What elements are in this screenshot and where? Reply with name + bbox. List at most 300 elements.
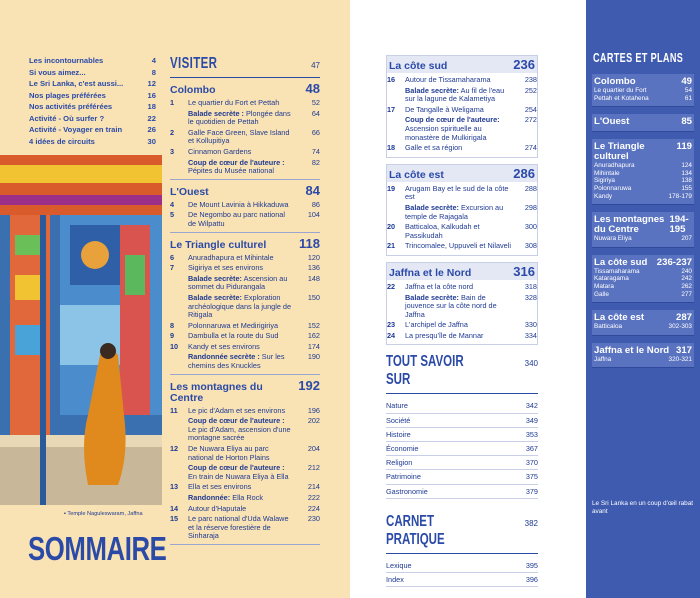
intro-item-label: Le Sri Lanka, c'est aussi... (29, 79, 124, 88)
region-header (170, 83, 320, 96)
region-section (170, 182, 320, 233)
intro-item (29, 67, 156, 79)
chapter-page: 288 (524, 183, 537, 193)
subentry (170, 275, 320, 292)
subentry-label: Balade secrète: (405, 292, 459, 302)
chapter-number: 9 (170, 331, 175, 341)
region-title: Les montagnes du Centre (170, 380, 263, 404)
chapter-number: 12 (170, 444, 179, 454)
subentry-page: 82 (311, 157, 320, 167)
chapter-page: 308 (524, 241, 537, 251)
visiter-title: VISITER (170, 55, 218, 72)
list-item-label: Histoire (386, 429, 411, 439)
subentry (170, 294, 320, 320)
subentry-page: 202 (307, 416, 320, 426)
subentry-label: Randonnée: (188, 493, 231, 502)
list-item-page: 396 (525, 575, 538, 585)
chapter-number: 23 (387, 320, 396, 330)
chapter-title: Batticaloa, Kalkudah et Passikudah (405, 222, 480, 240)
chapter-number: 16 (387, 75, 396, 84)
region-section (170, 235, 320, 375)
list-item-page: 367 (525, 444, 538, 454)
map-row (594, 275, 692, 283)
chapter-page: 334 (524, 330, 537, 340)
chapter-title: Dambulla et la route du Sud (188, 331, 279, 341)
chapter-page: 230 (307, 514, 320, 524)
chapter-number: 17 (387, 104, 396, 114)
chapter-title: De Nuwara Eliya au parc national de Horton Plains (188, 444, 270, 462)
chapter-entry (387, 283, 537, 292)
subentry (170, 110, 320, 127)
tout-title: TOUT SAVOIR SUR (386, 353, 464, 389)
intro-item-label: Nos activités préférées (29, 102, 113, 111)
subentry-title: Ascension au sommet du Pidurangala (188, 273, 288, 292)
chapter-number: 19 (387, 183, 396, 193)
list-item-page: 349 (525, 415, 538, 425)
chapter-page: 318 (524, 281, 537, 291)
chapter-title: Arugam Bay et le sud de la côte est (405, 183, 509, 202)
subentry (170, 159, 320, 176)
map-group-title: La côte est (594, 312, 645, 324)
chapter-number: 18 (387, 143, 396, 153)
chapter-title: De Mount Lavinia à Hikkaduwa (188, 199, 289, 209)
map-row (594, 323, 692, 331)
chapter-entry (387, 106, 537, 115)
left-sections (170, 83, 320, 545)
map-group-title: Les montagnes du Centre (594, 214, 665, 236)
subentry-text (188, 494, 298, 503)
map-group-header (594, 215, 692, 235)
chapter-entry (170, 201, 320, 210)
region-section (386, 55, 538, 158)
intro-item-label: Activité - Où surfer ? (29, 113, 105, 123)
section-divider (170, 374, 320, 375)
chapter-page: 330 (524, 320, 537, 330)
region-header (170, 182, 320, 198)
map-group (592, 343, 694, 369)
list-item-label: Gastronomie (386, 486, 428, 496)
chapter-page: 152 (307, 320, 320, 330)
map-group (592, 139, 694, 205)
chapter-entry (170, 483, 320, 492)
subentry-title: Ascension spirituelle au monastère de Mulkirigala (405, 123, 487, 142)
subentry-title: Plongée dans le quotidien de Pettah (188, 108, 291, 127)
map-group-title: Le Triangle culturel (594, 141, 645, 163)
subentry-title: Le pic d'Adam, ascension d'une montagne sacrée (188, 424, 291, 443)
chapter-entry (387, 223, 537, 240)
chapter-entry (387, 185, 537, 202)
intro-item (29, 55, 156, 67)
region-header (170, 235, 320, 251)
intro-item-page: 26 (147, 125, 156, 134)
map-row-page: 242 (681, 275, 692, 283)
chapter-number: 3 (170, 146, 175, 156)
region-page: 316 (513, 263, 535, 279)
list-item-label: Économie (386, 444, 419, 454)
map-group-header (594, 77, 692, 87)
chapter-title: De Negombo au parc national de Wilpattu (188, 210, 285, 228)
subentry (387, 204, 537, 221)
map-row-label: Mihintale (594, 169, 620, 177)
map-group-page: 287 (675, 312, 692, 324)
chapter-title: Galle Face Green, Slave Island et Kollupitiya (188, 127, 290, 146)
region-page: 84 (305, 182, 320, 198)
map-row-page: 61 (684, 94, 692, 102)
map-row-label: Pettah et Kotahena (594, 94, 649, 102)
map-row-label: Kandy (594, 192, 613, 200)
list-item-page: 379 (525, 486, 538, 496)
right-sections (386, 55, 538, 345)
map-row-page: 207 (681, 235, 692, 243)
subentry-label: Coup de cœur de l'auteure : (188, 157, 285, 167)
chapter-title: De Tangalle à Weligama (405, 104, 484, 114)
map-row-label: Polonnaruwa (594, 184, 632, 192)
map-row (594, 235, 692, 243)
map-row-label: Sigiriya (594, 177, 615, 185)
subentry (387, 116, 537, 142)
map-row-page: 262 (681, 282, 692, 290)
tout-list (386, 399, 538, 498)
subentry-label: Balade secrète: (405, 202, 459, 212)
chapter-entry (170, 264, 320, 273)
map-group (592, 255, 694, 303)
map-row-page: 277 (681, 290, 692, 298)
subentry-text (405, 204, 515, 221)
list-item (386, 485, 538, 499)
map-group-title: La côte sud (594, 256, 648, 268)
chapter-number: 10 (170, 341, 179, 351)
intro-item-label: Les incontournables (29, 56, 104, 65)
chapter-title: Ella et ses environs (188, 482, 252, 492)
chapter-entry (170, 515, 320, 541)
list-item-label: Nature (386, 401, 408, 411)
chapter-number: 15 (170, 514, 179, 524)
temple-photo (0, 155, 162, 505)
region-page: 236 (513, 57, 535, 72)
subentry-label: Balade secrète : (188, 108, 244, 118)
region-title: Colombo (170, 84, 216, 96)
region-section (386, 164, 538, 256)
map-group-header (594, 258, 692, 268)
chapter-page: 174 (307, 341, 320, 351)
chapter-entry (170, 322, 320, 331)
chapter-number: 13 (170, 482, 179, 492)
subentry-title: Bain de jouvence sur la côte nord de Jaffna (405, 292, 497, 319)
intro-item-page: 30 (147, 136, 156, 146)
chapter-page: 300 (524, 222, 537, 232)
map-row-page: 178-179 (668, 192, 692, 200)
map-group-page: 194-195 (669, 214, 689, 236)
list-item-label: Religion (386, 458, 413, 468)
map-group-page: 85 (681, 116, 692, 128)
intro-item-page: 22 (147, 113, 156, 123)
section-divider (170, 232, 320, 233)
subentry-title: Exploration archéologique dans la jungle de Ritigala (188, 292, 292, 320)
subentry-text (188, 417, 298, 443)
intro-item-page: 18 (147, 102, 156, 111)
map-row (594, 356, 692, 364)
visiter-header (170, 55, 320, 78)
chapter-number: 7 (170, 263, 175, 273)
intro-item (29, 90, 156, 102)
chapter-title: Le pic d'Adam et ses environs (188, 405, 286, 415)
chapter-title: Trincomalee, Uppuveli et Nilaveli (405, 241, 511, 251)
chapter-entry (387, 242, 537, 251)
list-item (386, 442, 538, 456)
photo-caption: ▪ Temple Naguleswaram, Jaffna (64, 511, 143, 517)
chapter-page: 66 (311, 127, 320, 137)
subentry-title: Sur les chemins des Knuckles (188, 352, 285, 371)
chapter-page: 120 (307, 252, 320, 262)
list-item (386, 573, 538, 587)
map-row-page: 138 (681, 177, 692, 185)
chapter-number: 2 (170, 127, 175, 137)
carnet-page: 382 (524, 518, 538, 528)
chapter-number: 20 (387, 222, 396, 232)
chapter-page: 254 (524, 104, 537, 114)
list-item-page: 370 (525, 458, 538, 468)
chapter-title: Autour d'Haputale (188, 503, 247, 513)
list-item-page: 395 (525, 560, 538, 570)
chapter-title: Jaffna et la côte nord (405, 281, 474, 291)
map-group (592, 114, 694, 132)
subentry-page: 150 (307, 292, 320, 302)
map-group-header (594, 346, 692, 356)
list-item (386, 428, 538, 442)
subentry-label: Balade secrète: (188, 292, 242, 302)
chapter-page: 196 (307, 405, 320, 415)
map-row-label: Tissamaharama (594, 267, 640, 275)
map-group (592, 212, 694, 248)
region-header (387, 165, 537, 182)
intro-item-label: Nos plages préférées (29, 90, 106, 100)
map-row (594, 170, 692, 178)
visiter-page: 47 (311, 61, 320, 70)
subentry (170, 494, 320, 503)
list-item-label: Index (386, 575, 404, 585)
list-item-label: Société (386, 415, 411, 425)
region-title: Jaffna et le Nord (389, 266, 472, 279)
tout-header (386, 353, 538, 394)
subentry-text (188, 294, 298, 320)
chapter-page: 204 (307, 444, 320, 454)
subentry-text (405, 294, 515, 320)
region-title: La côte sud (389, 60, 448, 72)
subentry (170, 353, 320, 370)
region-section (386, 262, 538, 346)
chapter-entry (170, 407, 320, 416)
chapter-number: 8 (170, 320, 175, 330)
chapter-entry (387, 144, 537, 153)
subentry-page: 148 (307, 273, 320, 283)
subentry-text (188, 464, 298, 481)
subentry-page: 222 (307, 493, 320, 502)
map-row (594, 193, 692, 201)
subentry-text (188, 353, 298, 370)
chapter-number: 14 (170, 503, 179, 513)
chapter-page: 104 (307, 210, 320, 220)
map-row-page: 240 (681, 267, 692, 275)
subentry-page: 298 (524, 202, 537, 212)
chapter-page: 136 (307, 263, 320, 273)
list-item-page: 342 (525, 401, 538, 411)
chapter-entry (170, 148, 320, 157)
map-group-header (594, 142, 692, 162)
chapter-page: 52 (311, 98, 320, 107)
region-title: La côte est (389, 168, 444, 181)
map-group-page: 236-237 (656, 256, 692, 268)
chapter-title: Sigiriya et ses environs (188, 263, 264, 273)
intro-item-label: Si vous aimez... (29, 67, 86, 77)
maps-list (592, 74, 694, 375)
map-row (594, 95, 692, 103)
list-item (386, 559, 538, 573)
intro-item (29, 124, 156, 136)
temple-illustration (0, 155, 162, 505)
region-title: Le Triangle culturel (170, 238, 267, 251)
region-section (170, 377, 320, 545)
chapter-entry (170, 129, 320, 146)
chapter-title: Polonnaruwa et Medirigiriya (188, 320, 279, 330)
map-row-page: 320-321 (668, 355, 692, 363)
map-row-label: Batticaloa (594, 323, 623, 331)
region-header (387, 56, 537, 73)
map-row-label: Anuradhapura (594, 162, 635, 170)
subentry-label: Balade secrète: (188, 273, 242, 283)
subentry-label: Coup de cœur de l'auteure : (188, 416, 285, 426)
sommaire-title: SOMMAIRE (28, 530, 167, 567)
subentry-text (188, 110, 298, 127)
map-row-label: Galle (594, 290, 609, 298)
intro-list (29, 55, 156, 147)
intro-item (29, 101, 156, 113)
tout-page: 340 (524, 359, 538, 369)
maps-panel (586, 0, 700, 598)
chapter-number: 21 (387, 241, 396, 251)
chapter-number: 1 (170, 98, 175, 107)
chapter-title: L'archipel de Jaffna (405, 320, 468, 330)
subentry-text (405, 116, 515, 142)
intro-item (29, 113, 156, 125)
map-row-label: Nuwara Eliya (594, 235, 632, 243)
subentry (170, 417, 320, 443)
map-row (594, 268, 692, 276)
region-header (170, 377, 320, 404)
list-item (386, 456, 538, 470)
subentry-page: 272 (524, 115, 537, 125)
map-group-title: Colombo (594, 76, 636, 87)
chapter-title: Anuradhapura et Mihintale (188, 252, 274, 262)
chapter-number: 11 (170, 405, 178, 415)
intro-item-page: 4 (151, 56, 156, 65)
list-item-page: 353 (525, 429, 538, 439)
chapter-number: 24 (387, 330, 396, 340)
chapter-page: 162 (307, 331, 320, 341)
carnet-title: CARNET PRATIQUE (386, 512, 445, 548)
map-group-title: L'Ouest (594, 116, 630, 128)
chapter-title: Kandy et ses environs (188, 341, 260, 351)
map-row (594, 291, 692, 299)
subentry-title: Ella Rock (230, 493, 264, 502)
subentry-page: 328 (524, 292, 537, 302)
subentry-label: Coup de cœur de l'auteure : (188, 463, 285, 473)
chapter-entry (170, 211, 320, 228)
map-row (594, 185, 692, 193)
maps-title: CARTES ET PLANS (593, 50, 684, 65)
map-group-page: 49 (681, 76, 692, 87)
map-row (594, 177, 692, 185)
chapter-page: 74 (311, 146, 320, 156)
map-row-page: 124 (681, 162, 692, 170)
map-row (594, 87, 692, 95)
chapter-entry (387, 321, 537, 330)
intro-item-page: 16 (147, 90, 156, 100)
map-row-page: 134 (681, 169, 692, 177)
map-row-label: Kataragama (594, 275, 629, 283)
map-row-page: 54 (684, 87, 692, 94)
subentry-title: Pépites du Musée national (188, 166, 274, 176)
carnet-header (386, 513, 538, 554)
subentry-page: 64 (311, 108, 320, 118)
map-group-title: Jaffna et le Nord (594, 344, 670, 356)
section-divider (170, 544, 320, 545)
intro-item (29, 136, 156, 148)
chapter-title: Galle et sa région (405, 143, 463, 153)
chapter-entry (387, 76, 537, 85)
map-row (594, 283, 692, 291)
intro-item-label: Activité - Voyager en train (29, 125, 123, 134)
maps-note: Le Sri Lanka en un coup d'œil rabat avant (592, 500, 694, 515)
map-group-page: 119 (676, 141, 692, 153)
chapter-entry (170, 505, 320, 514)
right-column (386, 55, 538, 587)
map-group-page: 317 (675, 344, 692, 356)
chapter-number: 5 (170, 210, 175, 220)
subentry-text (188, 275, 298, 292)
chapter-page: 238 (524, 75, 537, 84)
chapter-entry (170, 445, 320, 462)
subentry-text (405, 87, 515, 104)
subentry-page: 252 (524, 85, 537, 95)
region-title: L'Ouest (170, 185, 209, 198)
chapter-page: 86 (311, 199, 320, 209)
subentry-title: Excursion au temple de Rajagala (405, 202, 504, 221)
region-page: 192 (298, 377, 320, 393)
visiter-column (170, 55, 320, 550)
section-divider (170, 179, 320, 180)
chapter-page: 224 (307, 503, 320, 513)
map-group (592, 74, 694, 107)
chapter-title: Autour de Tissamaharama (405, 75, 491, 84)
map-row-label: Matara (594, 282, 614, 290)
list-item-page: 375 (525, 472, 538, 482)
chapter-entry (387, 332, 537, 341)
list-item-label: Patrimoine (386, 472, 421, 482)
map-group-header (594, 117, 692, 127)
subentry-label: Balade secrète: (405, 85, 459, 95)
intro-item-label: 4 idées de circuits (29, 136, 95, 146)
subentry-text (188, 159, 298, 176)
chapter-page: 274 (524, 143, 537, 153)
region-page: 48 (305, 81, 320, 96)
region-page: 118 (299, 235, 320, 251)
map-row-label: Jaffna (594, 355, 612, 363)
map-row (594, 162, 692, 170)
chapter-entry (170, 254, 320, 263)
list-item (386, 470, 538, 484)
chapter-entry (170, 332, 320, 341)
map-group-header (594, 313, 692, 323)
